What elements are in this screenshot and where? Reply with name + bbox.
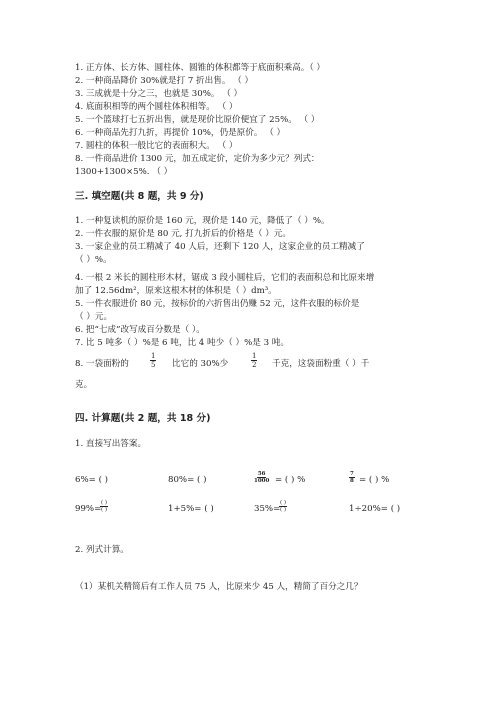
fill-item-3-cont: （ ）%。	[75, 255, 112, 265]
fill-item-5: 5. 一件衣服进价 80 元，按标价的六折售出仍赚 52 元，这件衣服的标价是	[75, 299, 360, 309]
judge-item-7: 7. 圆柱的体积一般比它的表面积大。 （ ）	[75, 141, 238, 151]
fraction-numerator: 1	[252, 352, 257, 360]
judge-item-2: 2. 一种商品降价 30%就是打 7 折出售。 （ ）	[75, 76, 254, 86]
judge-item-8: 8. 一件商品进价 1300 元，加五成定价，定价为多少元？列式：	[75, 154, 320, 164]
fraction-56-1000	[254, 471, 269, 484]
fill-item-1: 1. 一种复读机的原价是 160 元，现价是 140 元，降低了（ ）%。	[75, 216, 330, 226]
fraction-numerator: 56	[257, 471, 266, 477]
fill-item-4-cont: 加了 12.56dm²，原来这根木材的体积是（ ）dm³。	[75, 286, 277, 296]
judge-item-4: 4. 底面积相等的两个圆柱体积相等。 （ ）	[75, 102, 238, 112]
fraction-denominator: ( )	[280, 507, 287, 513]
fill-item-2: 2. 一件衣服的原价是 80 元, 打九折后的价格是（ ）元。	[75, 229, 291, 239]
calc-r1-a: 6%= ( )	[75, 475, 109, 485]
fraction-blank-a	[100, 500, 108, 513]
calc-sub-1: 1. 直接写出答案。	[75, 439, 147, 449]
calc-r2-c-pre: 35%=	[254, 504, 281, 514]
fraction-blank-c	[279, 500, 287, 513]
fraction-numerator: 1	[151, 352, 156, 360]
fraction-numerator: 7	[350, 471, 354, 477]
judge-item-6: 6. 一种商品先打九折，再提价 10%，仍是原价。 （ ）	[75, 128, 286, 138]
fill-item-3: 3. 一家企业的员工精减了 40 人后，还剩下 120 人，这家企业的员工精减了	[75, 242, 365, 252]
judge-item-1: 1. 正方体、长方体、圆柱体、圆锥的体积都等于底面积乘高。（ ）	[75, 63, 325, 73]
fill-heading: 三. 填空题(共 8 题，共 9 分)	[75, 191, 204, 202]
calc-r2-b: 1+5%= ( )	[168, 504, 214, 514]
judge-item-3: 3. 三成就是十分之三，也就是 30%。 （ ）	[75, 89, 243, 99]
calc-sub-2: 2. 列式计算。	[75, 545, 129, 555]
fill-item-8-part2: 比它的 30%少	[172, 359, 229, 369]
judge-item-5: 5. 一个篮球打七五折出售，就是现价比原价便宜了 25%。 （ ）	[75, 115, 320, 125]
calc-r1-b: 80%= ( )	[168, 475, 207, 485]
calc-question-1: （1）某机关精简后有工作人员 75 人，比原来少 45 人，精简了百分之几？	[75, 582, 363, 592]
judge-item-8-cont: 1300+1300×5%. （ ）	[75, 167, 173, 177]
fraction-denominator: 8	[350, 478, 354, 484]
calc-r1-d: = ( ) %	[359, 475, 390, 485]
fill-item-4: 4. 一根 2 米长的圆柱形木材，锯成 3 段小圆柱后，它们的表面积总和比原来增	[75, 273, 375, 283]
fill-item-8-part3: 千克，这袋面粉重（ ）千	[272, 359, 370, 369]
fill-item-8-part1: 8. 一袋面粉的	[75, 359, 129, 369]
fraction-denominator: ( )	[101, 507, 108, 513]
fill-item-5-cont: （ ）元。	[75, 312, 113, 322]
fraction-one-half	[251, 352, 257, 369]
calc-r1-c: = ( ) %	[275, 475, 306, 485]
fill-item-7: 7. 比 5 吨多（ ）%是 6 吨，比 4 吨少（ ）%是 3 吨。	[75, 338, 289, 348]
fill-item-8-cont: 克。	[75, 380, 93, 390]
calc-r2-a-pre: 99%=	[75, 504, 102, 514]
fraction-denominator: 5	[151, 361, 156, 369]
fill-item-6: 6. 把“七成”改写成百分数是（ ）。	[75, 325, 205, 335]
fraction-denominator: 2	[252, 361, 257, 369]
fraction-7-8	[349, 471, 355, 484]
fraction-denominator: 1000	[254, 478, 270, 484]
fraction-one-fifth	[150, 352, 156, 369]
fraction-numerator: ( )	[280, 500, 287, 506]
calc-r2-d: 1÷20%= ( )	[349, 504, 401, 514]
fraction-numerator: ( )	[101, 500, 108, 506]
calc-heading: 四. 计算题(共 2 题，共 18 分)	[75, 413, 211, 424]
